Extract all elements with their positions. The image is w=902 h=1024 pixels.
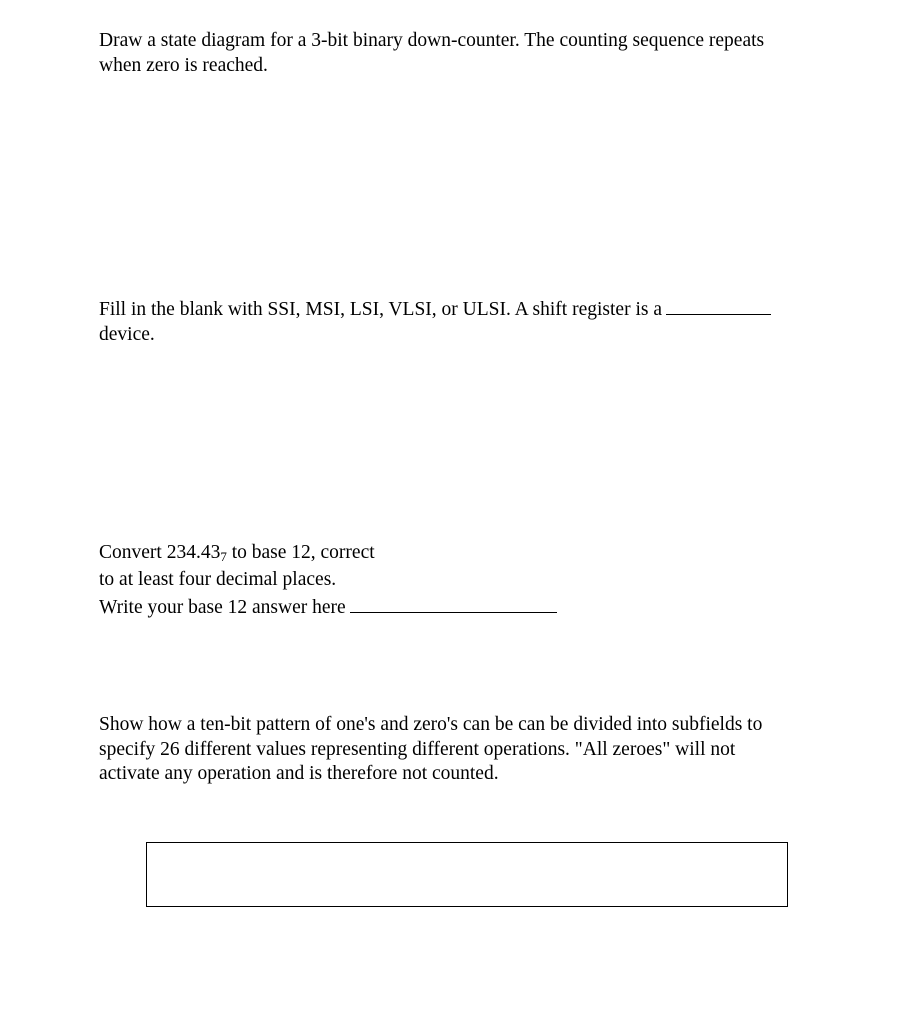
question-text-line: Write your base 12 answer here [99,597,346,618]
question-text-line: device. [99,323,155,345]
question-text-line: Draw a state diagram for a 3-bit binary down-counter. The counting sequence repeats [99,30,765,51]
question-text-line: when zero is reached. [99,54,268,76]
fill-in-blank-line[interactable] [666,295,771,315]
answer-box[interactable] [146,842,788,907]
question-base-conversion [99,540,579,622]
question-text-line: Convert 234.43 [99,542,221,563]
question-text-line: specify 26 different values representing different operations. "All zeroes" will not [99,738,736,760]
question-subfields [99,713,819,787]
question-text-line: to at least four decimal places. [99,568,337,590]
question-text-line: Fill in the blank with SSI, MSI, LSI, VLSI, or ULSI. A shift register is a [99,299,662,320]
question-text-line: to base 12, correct [226,542,375,563]
base-subscript: 7 [220,549,227,564]
answer-blank-line[interactable] [350,593,557,613]
question-text-line: activate any operation and is therefore not counted. [99,763,499,784]
question-text-line: Show how a ten-bit pattern of one's and zero's can be can be divided into subfields to [99,714,763,735]
question-fill-blank [99,295,819,347]
question-state-diagram [99,29,819,78]
